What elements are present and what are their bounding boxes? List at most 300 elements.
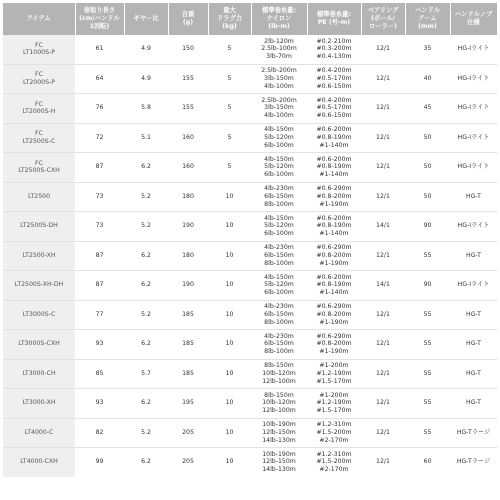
- table-row: [3, 448, 497, 477]
- cell-knob: HG-T: [450, 359, 497, 389]
- cell-gear: 5.2: [124, 300, 168, 330]
- column-header-text: ベアリング: [367, 7, 399, 14]
- cell-winding: 72: [75, 123, 124, 153]
- cell-weight: 185: [168, 359, 208, 389]
- cell-gear: 5.2: [124, 212, 168, 242]
- cell-line: #1.5-200m: [316, 428, 352, 436]
- cell-line: 14lb-130m: [262, 436, 296, 444]
- cell-line: 8lb-150m: [264, 362, 294, 370]
- cell-nylon: [251, 448, 307, 477]
- cell-line: #2-170m: [319, 436, 349, 444]
- cell-line: #1-190m: [319, 200, 349, 208]
- cell-line: #1.2-190m: [316, 369, 352, 377]
- column-header-text: ナイロン: [266, 15, 292, 22]
- cell-pe: [307, 35, 361, 64]
- table-row: [3, 418, 497, 448]
- cell-line: FC: [35, 71, 43, 79]
- cell-bearing: 12/1: [361, 330, 405, 360]
- cell-line: 4lb-150m: [264, 155, 294, 163]
- cell-arm: 55: [405, 359, 450, 389]
- cell-line: #0.8-200m: [316, 310, 352, 318]
- cell-pe: [307, 448, 361, 477]
- cell-line: #0.6-290m: [316, 244, 352, 252]
- column-header-knob: [450, 3, 497, 35]
- cell-drag: 5: [208, 123, 251, 153]
- cell-winding: 82: [75, 418, 124, 448]
- column-header-text: 最大: [223, 7, 236, 14]
- cell-line: #1-140m: [319, 171, 349, 179]
- cell-winding: 64: [75, 64, 124, 94]
- cell-gear: 4.9: [124, 64, 168, 94]
- cell-pe: [307, 271, 361, 301]
- cell-line: #0.6-290m: [316, 303, 352, 311]
- column-header-text: (ボール/: [371, 15, 395, 22]
- cell-line: #1-190m: [319, 348, 349, 356]
- cell-weight: 180: [168, 241, 208, 271]
- cell-winding: 87: [75, 153, 124, 183]
- cell-line: #0.5-170m: [316, 74, 352, 82]
- cell-drag: 5: [208, 35, 251, 64]
- cell-line: #0.6-200m: [316, 126, 352, 134]
- cell-item: [3, 35, 75, 64]
- cell-bearing: 14/1: [361, 271, 405, 301]
- cell-pe: [307, 389, 361, 419]
- cell-nylon: [251, 182, 307, 212]
- cell-winding: 77: [75, 300, 124, 330]
- cell-nylon: [251, 389, 307, 419]
- cell-line: LT2500-XH: [22, 251, 56, 259]
- table-header: [3, 3, 497, 35]
- cell-bearing: 12/1: [361, 359, 405, 389]
- column-header-pe: [307, 3, 361, 35]
- cell-line: 10lb-190m: [262, 421, 296, 429]
- cell-line: 4lb-100m: [264, 112, 294, 120]
- cell-line: LT3000S-C: [22, 310, 56, 318]
- cell-gear: 6.2: [141, 458, 151, 466]
- cell-weight: 185: [168, 330, 208, 360]
- cell-item: [3, 418, 75, 448]
- cell-knob: HG-Tラージ: [450, 418, 497, 448]
- cell-nylon: [251, 64, 307, 94]
- cell-knob: HG-Iライト: [450, 212, 497, 242]
- cell-nylon: [251, 359, 307, 389]
- cell-line: LT4000-CXH: [20, 458, 58, 466]
- cell-gear: 5.1: [124, 123, 168, 153]
- cell-line: #0.6-200m: [316, 273, 352, 281]
- table-row: [3, 241, 497, 271]
- cell-nylon: [251, 212, 307, 242]
- column-header-text: ハンドルノブ: [454, 11, 493, 18]
- cell-line: 4lb-230m: [264, 303, 294, 311]
- cell-line: 3lb-70m: [266, 53, 292, 61]
- cell-arm: 50: [405, 153, 450, 183]
- column-header-text: (kg): [222, 23, 237, 30]
- cell-winding: 99: [95, 458, 104, 466]
- cell-line: #1-200m: [319, 391, 349, 399]
- cell-knob: HG-Iライト: [450, 35, 497, 64]
- cell-line: 4lb-230m: [264, 332, 294, 340]
- cell-line: #0.8-190m: [316, 222, 352, 230]
- cell-arm: 90: [405, 212, 450, 242]
- cell-line: #1.5-200m: [316, 458, 352, 466]
- cell-line: LT2500S-C: [22, 137, 56, 145]
- cell-weight: 190: [168, 212, 208, 242]
- cell-line: 5lb-120m: [264, 222, 294, 230]
- column-header-text: 標準巻糸量:: [261, 7, 296, 14]
- cell-gear: 4.9: [124, 35, 168, 64]
- cell-drag: 5: [208, 64, 251, 94]
- cell-weight: 195: [168, 389, 208, 419]
- cell-weight: 155: [168, 64, 208, 94]
- cell-bearing: 12/1: [361, 94, 405, 124]
- cell-arm: 50: [405, 123, 450, 153]
- cell-line: #0.8-200m: [316, 340, 352, 348]
- cell-bearing: 12/1: [361, 300, 405, 330]
- cell-winding: 93: [75, 389, 124, 419]
- cell-knob: HG-T: [450, 300, 497, 330]
- table-row: [3, 359, 497, 389]
- cell-drag: 5: [208, 94, 251, 124]
- cell-line: 2lb-120m: [264, 37, 294, 45]
- cell-line: 4lb-230m: [264, 244, 294, 252]
- cell-drag: 10: [225, 458, 234, 466]
- cell-knob: HG-Tラージ: [456, 458, 491, 466]
- cell-winding: 93: [75, 330, 124, 360]
- cell-nylon: [251, 300, 307, 330]
- cell-line: 5lb-120m: [264, 163, 294, 171]
- cell-nylon: [251, 94, 307, 124]
- cell-arm: 90: [405, 271, 450, 301]
- cell-line: 6lb-150m: [264, 340, 294, 348]
- cell-drag: 10: [208, 359, 251, 389]
- cell-arm: 55: [405, 241, 450, 271]
- table-row: [3, 35, 497, 64]
- cell-winding: 85: [75, 359, 124, 389]
- cell-arm: 40: [405, 64, 450, 94]
- cell-line: #0.8-200m: [316, 192, 352, 200]
- cell-line: #0.3-200m: [316, 45, 352, 53]
- column-header-text: 自重: [181, 11, 195, 18]
- table-row: [3, 212, 497, 242]
- cell-line: #0.6-290m: [316, 185, 352, 193]
- cell-line: 3lb-150m: [264, 74, 294, 82]
- column-header-bearing: [361, 3, 405, 35]
- column-header-text: (cm/ハンドル: [79, 15, 120, 22]
- cell-item: [3, 64, 75, 94]
- cell-line: 6lb-100m: [264, 230, 294, 238]
- cell-line: 6lb-150m: [264, 310, 294, 318]
- cell-pe: [307, 153, 361, 183]
- column-header-weight: [168, 3, 208, 35]
- cell-line: LT2500S-DH: [20, 222, 58, 230]
- cell-line: #0.8-190m: [316, 281, 352, 289]
- column-header-winding: [75, 3, 124, 35]
- cell-line: 6lb-150m: [264, 192, 294, 200]
- cell-line: 2.5lb-100m: [261, 45, 297, 53]
- cell-arm: 55: [405, 389, 450, 419]
- cell-pe: [307, 182, 361, 212]
- cell-arm: 45: [405, 94, 450, 124]
- cell-arm: 50: [405, 182, 450, 212]
- cell-line: 8lb-100m: [264, 348, 294, 356]
- cell-knob: HG-T: [450, 241, 497, 271]
- cell-pe: [307, 64, 361, 94]
- cell-line: FC: [35, 100, 43, 108]
- column-header-gear: [124, 3, 168, 35]
- cell-line: #1-190m: [319, 318, 349, 326]
- cell-item: [3, 359, 75, 389]
- cell-line: 12lb-100m: [262, 407, 296, 415]
- cell-gear: 6.2: [124, 389, 168, 419]
- cell-line: 4lb-150m: [264, 126, 294, 134]
- cell-item: [3, 153, 75, 183]
- cell-arm: 55: [405, 330, 450, 360]
- cell-pe: [307, 212, 361, 242]
- cell-weight: 185: [168, 300, 208, 330]
- column-header-text: アーム: [418, 15, 437, 22]
- cell-line: #0.2-210m: [316, 37, 352, 45]
- cell-bearing: 14/1: [361, 212, 405, 242]
- cell-line: #0.8-190m: [316, 163, 352, 171]
- table-row: [3, 64, 497, 94]
- cell-line: #0.5-170m: [316, 104, 352, 112]
- column-header-text: (lb-m): [268, 23, 290, 30]
- cell-line: #0.4-200m: [316, 96, 352, 104]
- cell-item: [3, 271, 75, 301]
- column-header-text: (g): [182, 19, 194, 26]
- table-row: [3, 389, 497, 419]
- cell-knob: HG-Iライト: [450, 123, 497, 153]
- cell-gear: 6.2: [124, 241, 168, 271]
- cell-line: 6lb-100m: [264, 141, 294, 149]
- cell-nylon: [251, 330, 307, 360]
- table-row: [3, 330, 497, 360]
- cell-line: 8lb-100m: [264, 200, 294, 208]
- cell-line: FC: [35, 130, 43, 138]
- column-header-text: 1回転): [89, 23, 110, 30]
- cell-drag: 10: [208, 300, 251, 330]
- cell-line: 12lb-150m: [262, 428, 296, 436]
- cell-knob: HG-Iライト: [450, 64, 497, 94]
- table-row: [3, 94, 497, 124]
- cell-bearing: 12/1: [361, 182, 405, 212]
- table-row: [3, 123, 497, 153]
- cell-item: [3, 448, 75, 477]
- cell-bearing: 12/1: [361, 64, 405, 94]
- cell-pe: [307, 123, 361, 153]
- cell-line: FC: [35, 159, 43, 167]
- column-header-drag: [208, 3, 251, 35]
- cell-line: #1.2-310m: [316, 421, 352, 429]
- header-row: [3, 3, 497, 35]
- cell-nylon: [251, 123, 307, 153]
- column-header-text: 仕様: [467, 19, 480, 26]
- cell-weight: 150: [168, 35, 208, 64]
- cell-pe: [307, 300, 361, 330]
- cell-drag: 5: [208, 153, 251, 183]
- cell-knob: HG-T: [450, 182, 497, 212]
- cell-bearing: 12/1: [376, 458, 390, 466]
- cell-drag: 10: [208, 182, 251, 212]
- cell-drag: 10: [208, 241, 251, 271]
- cell-line: #1-200m: [319, 362, 349, 370]
- column-header-text: PE (号-m): [317, 19, 351, 26]
- cell-item: [3, 389, 75, 419]
- cell-pe: [307, 241, 361, 271]
- cell-line: LT2000S-P: [22, 78, 55, 86]
- cell-line: #0.6-290m: [316, 332, 352, 340]
- cell-line: LT2500: [27, 192, 51, 200]
- cell-line: #0.6-150m: [316, 112, 352, 120]
- cell-pe: [307, 330, 361, 360]
- cell-knob: HG-Iライト: [450, 271, 497, 301]
- cell-line: 2.5lb-200m: [261, 96, 297, 104]
- cell-line: #1-140m: [319, 289, 349, 297]
- table-row: [3, 182, 497, 212]
- cell-line: 8lb-100m: [264, 259, 294, 267]
- cell-line: 8lb-150m: [264, 391, 294, 399]
- column-header-text: ドラグ力: [216, 15, 243, 22]
- cell-drag: 10: [208, 330, 251, 360]
- spec-table: [3, 3, 498, 477]
- cell-line: 5lb-120m: [264, 133, 294, 141]
- cell-bearing: 12/1: [361, 35, 405, 64]
- cell-line: LT3000-XH: [22, 399, 56, 407]
- cell-bearing: 12/1: [361, 153, 405, 183]
- column-header-arm: [405, 3, 450, 35]
- cell-line: #0.4-200m: [316, 67, 352, 75]
- cell-line: 8lb-100m: [264, 318, 294, 326]
- cell-winding: 73: [75, 212, 124, 242]
- column-header-text: (mm): [418, 23, 437, 30]
- cell-line: #1.2-310m: [316, 450, 352, 458]
- cell-item: [3, 123, 75, 153]
- cell-knob: HG-T: [450, 330, 497, 360]
- cell-line: 6lb-150m: [264, 251, 294, 259]
- cell-line: 12lb-150m: [262, 458, 296, 466]
- column-header-text: 標準巻糸量:: [316, 11, 351, 18]
- cell-knob: HG-T: [450, 389, 497, 419]
- column-header-text: ローラー): [368, 23, 398, 30]
- cell-pe: [307, 94, 361, 124]
- cell-line: 3lb-150m: [264, 104, 294, 112]
- table-row: [3, 300, 497, 330]
- cell-line: LT3000-CH: [22, 369, 56, 377]
- cell-knob: HG-Iライト: [450, 153, 497, 183]
- cell-item: [3, 241, 75, 271]
- cell-nylon: [251, 153, 307, 183]
- cell-line: LT2000S-H: [22, 108, 56, 116]
- cell-arm: 35: [405, 35, 450, 64]
- cell-nylon: [251, 418, 307, 448]
- cell-weight: 160: [168, 123, 208, 153]
- cell-weight: 205: [168, 418, 208, 448]
- cell-knob: HG-Iライト: [450, 94, 497, 124]
- cell-line: 6lb-100m: [264, 171, 294, 179]
- cell-line: #0.6-200m: [316, 214, 352, 222]
- cell-gear: 5.2: [124, 182, 168, 212]
- cell-line: #2-170m: [319, 466, 349, 474]
- cell-line: 4lb-230m: [264, 185, 294, 193]
- column-header-text: 巻取り長さ: [83, 7, 116, 14]
- cell-arm: 55: [405, 300, 450, 330]
- cell-bearing: 12/1: [361, 241, 405, 271]
- cell-pe: [307, 418, 361, 448]
- cell-winding: 61: [75, 35, 124, 64]
- cell-bearing: 12/1: [361, 418, 405, 448]
- cell-line: #0.6-150m: [316, 82, 352, 90]
- cell-drag: 10: [208, 212, 251, 242]
- cell-nylon: [251, 241, 307, 271]
- cell-line: FC: [35, 41, 43, 49]
- cell-weight: 190: [168, 271, 208, 301]
- cell-line: LT2500S-CXH: [18, 167, 60, 175]
- cell-winding: 87: [75, 271, 124, 301]
- column-header-text: ギヤー比: [133, 15, 159, 22]
- cell-line: #0.8-200m: [316, 251, 352, 259]
- cell-line: 4lb-150m: [264, 273, 294, 281]
- cell-item: [3, 330, 75, 360]
- cell-drag: 10: [208, 389, 251, 419]
- cell-winding: 76: [75, 94, 124, 124]
- cell-line: 4lb-100m: [264, 82, 294, 90]
- cell-line: #1.5-170m: [316, 377, 352, 385]
- cell-gear: 5.7: [124, 359, 168, 389]
- table-row: [3, 271, 497, 301]
- cell-gear: 5.2: [124, 418, 168, 448]
- cell-line: 12lb-100m: [262, 377, 296, 385]
- cell-arm: 55: [405, 418, 450, 448]
- column-header-nylon: [251, 3, 307, 35]
- cell-gear: 6.2: [124, 330, 168, 360]
- table-row: [3, 153, 497, 183]
- cell-weight: 160: [168, 153, 208, 183]
- cell-nylon: [251, 35, 307, 64]
- cell-line: 10lb-120m: [262, 369, 296, 377]
- cell-item: [3, 212, 75, 242]
- cell-bearing: 12/1: [361, 123, 405, 153]
- cell-gear: 6.2: [124, 153, 168, 183]
- cell-winding: 87: [75, 241, 124, 271]
- cell-weight: 155: [168, 94, 208, 124]
- column-header-text: ハンドル: [414, 7, 441, 14]
- cell-item: [3, 182, 75, 212]
- cell-weight: 180: [168, 182, 208, 212]
- cell-winding: 73: [75, 182, 124, 212]
- cell-item: [3, 300, 75, 330]
- cell-line: 10lb-190m: [262, 450, 296, 458]
- cell-line: #1.5-170m: [316, 407, 352, 415]
- cell-gear: 5.8: [124, 94, 168, 124]
- cell-weight: 205: [182, 458, 194, 466]
- cell-item: [3, 94, 75, 124]
- cell-line: LT1000S-P: [22, 49, 55, 57]
- cell-bearing: 12/1: [361, 389, 405, 419]
- table-body: [3, 35, 497, 477]
- cell-line: 2.5lb-200m: [261, 67, 297, 75]
- cell-line: 5lb-120m: [264, 281, 294, 289]
- cell-line: LT4000-C: [24, 428, 54, 436]
- cell-line: #1-140m: [319, 230, 349, 238]
- cell-line: #0.6-200m: [316, 155, 352, 163]
- cell-line: #1-140m: [319, 141, 349, 149]
- spec-table-container: [3, 3, 497, 477]
- cell-line: 10lb-120m: [262, 399, 296, 407]
- column-header-text: アイテム: [26, 15, 51, 22]
- cell-nylon: [251, 271, 307, 301]
- column-header-item: [3, 3, 75, 35]
- cell-line: #0.8-190m: [316, 133, 352, 141]
